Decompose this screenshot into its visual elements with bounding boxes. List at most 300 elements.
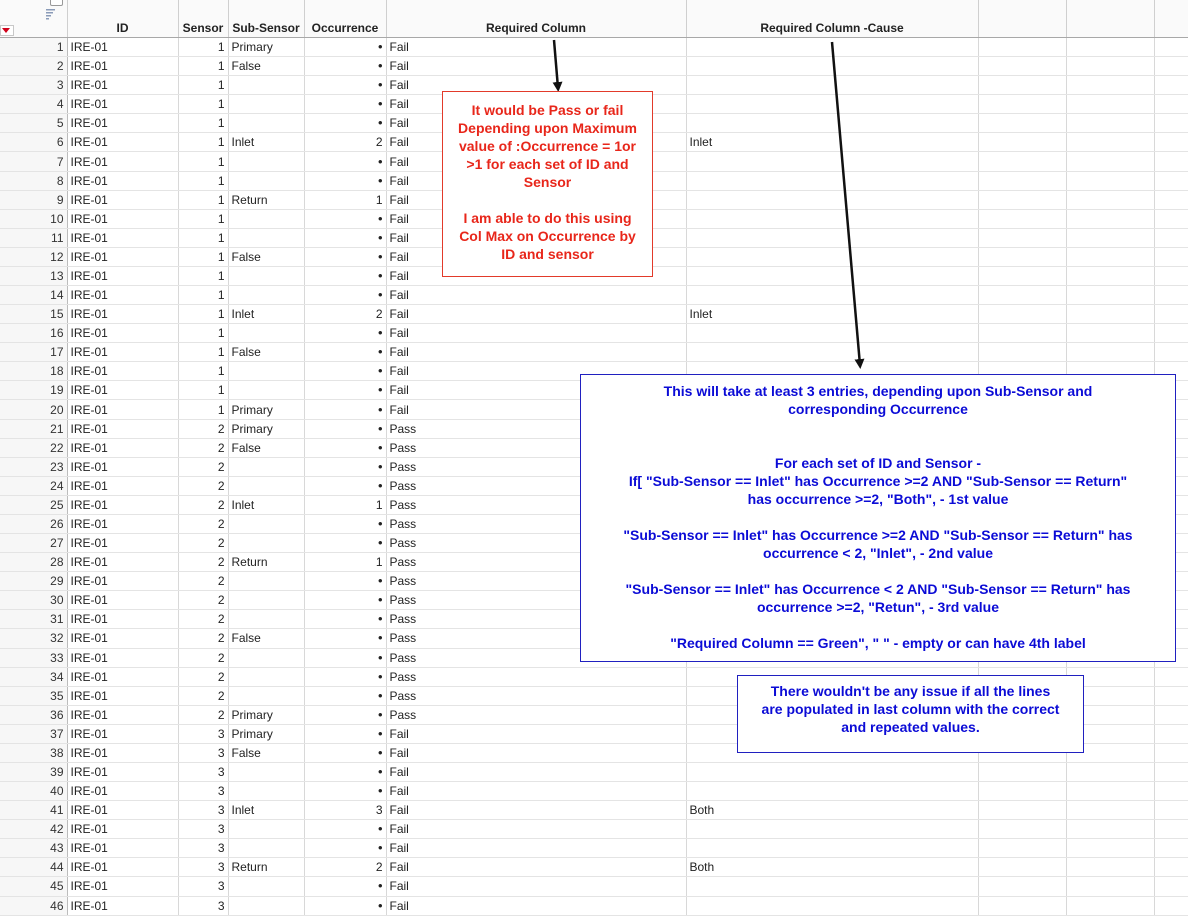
cell-empty[interactable] — [978, 877, 1066, 896]
cell-sub-sensor[interactable]: Return — [228, 858, 304, 877]
row-number[interactable]: 29 — [0, 572, 67, 591]
cell-id[interactable]: IRE-01 — [67, 877, 178, 896]
row-number[interactable]: 13 — [0, 266, 67, 285]
cell-required-column-cause[interactable] — [686, 76, 978, 95]
row-number[interactable]: 21 — [0, 419, 67, 438]
cell-id[interactable]: IRE-01 — [67, 514, 178, 533]
cell-required-column-cause[interactable]: Both — [686, 801, 978, 820]
cell-occurrence[interactable]: 2 — [304, 133, 386, 152]
cell-sensor[interactable]: 3 — [178, 743, 228, 762]
cell-sensor[interactable]: 3 — [178, 858, 228, 877]
cell-empty[interactable] — [978, 171, 1066, 190]
cell-required-column[interactable]: Fail — [386, 114, 686, 133]
cell-sub-sensor[interactable] — [228, 114, 304, 133]
cell-id[interactable]: IRE-01 — [67, 305, 178, 324]
column-header-sensor[interactable]: Sensor — [178, 0, 228, 38]
cell-id[interactable]: IRE-01 — [67, 190, 178, 209]
cell-occurrence[interactable]: • — [304, 57, 386, 76]
cell-required-column[interactable]: Fail — [386, 305, 686, 324]
cell-sensor[interactable]: 1 — [178, 190, 228, 209]
cell-empty[interactable] — [1066, 114, 1154, 133]
cell-sub-sensor[interactable]: False — [228, 343, 304, 362]
cell-occurrence[interactable]: 1 — [304, 495, 386, 514]
table-row[interactable] — [0, 286, 1188, 305]
cell-sub-sensor[interactable] — [228, 324, 304, 343]
cell-required-column[interactable]: Pass — [386, 553, 686, 572]
cell-occurrence[interactable]: • — [304, 438, 386, 457]
cell-required-column-cause[interactable] — [686, 877, 978, 896]
cell-sub-sensor[interactable] — [228, 362, 304, 381]
row-number[interactable]: 8 — [0, 171, 67, 190]
cell-required-column-cause[interactable] — [686, 95, 978, 114]
cell-sensor[interactable]: 3 — [178, 896, 228, 915]
cell-sub-sensor[interactable] — [228, 820, 304, 839]
table-row[interactable] — [0, 305, 1188, 324]
cell-occurrence[interactable]: • — [304, 762, 386, 781]
cell-sub-sensor[interactable] — [228, 286, 304, 305]
row-number[interactable]: 20 — [0, 400, 67, 419]
cell-empty[interactable] — [1066, 209, 1154, 228]
cell-empty[interactable] — [1154, 228, 1188, 247]
cell-required-column-cause[interactable] — [686, 171, 978, 190]
row-number[interactable]: 17 — [0, 343, 67, 362]
row-number[interactable]: 45 — [0, 877, 67, 896]
cell-empty[interactable] — [1066, 190, 1154, 209]
cell-id[interactable]: IRE-01 — [67, 381, 178, 400]
table-menu-icon[interactable] — [50, 0, 63, 6]
filter-icon[interactable] — [46, 8, 56, 20]
cell-empty[interactable] — [1066, 95, 1154, 114]
cell-sensor[interactable]: 3 — [178, 820, 228, 839]
table-row[interactable] — [0, 801, 1188, 820]
cell-occurrence[interactable]: • — [304, 820, 386, 839]
cell-sensor[interactable]: 2 — [178, 667, 228, 686]
cell-sensor[interactable]: 2 — [178, 457, 228, 476]
cell-empty[interactable] — [1066, 286, 1154, 305]
cell-id[interactable]: IRE-01 — [67, 667, 178, 686]
cell-empty[interactable] — [978, 896, 1066, 915]
table-row[interactable] — [0, 38, 1188, 57]
cell-sub-sensor[interactable]: Primary — [228, 38, 304, 57]
cell-id[interactable]: IRE-01 — [67, 266, 178, 285]
cell-occurrence[interactable]: • — [304, 667, 386, 686]
cell-sub-sensor[interactable]: Primary — [228, 724, 304, 743]
cell-empty[interactable] — [1154, 839, 1188, 858]
cell-empty[interactable] — [1066, 820, 1154, 839]
cell-sub-sensor[interactable]: False — [228, 743, 304, 762]
cell-empty[interactable] — [1066, 266, 1154, 285]
cell-sensor[interactable]: 1 — [178, 171, 228, 190]
cell-sub-sensor[interactable]: Inlet — [228, 801, 304, 820]
cell-occurrence[interactable]: • — [304, 209, 386, 228]
row-number[interactable]: 23 — [0, 457, 67, 476]
column-header-empty-1[interactable] — [978, 0, 1066, 38]
cell-required-column-cause[interactable] — [686, 762, 978, 781]
row-number[interactable]: 34 — [0, 667, 67, 686]
cell-required-column[interactable]: Fail — [386, 896, 686, 915]
cell-id[interactable]: IRE-01 — [67, 782, 178, 801]
cell-sub-sensor[interactable]: Inlet — [228, 495, 304, 514]
cell-required-column-cause[interactable] — [686, 343, 978, 362]
cell-empty[interactable] — [978, 839, 1066, 858]
cell-empty[interactable] — [978, 95, 1066, 114]
cell-id[interactable]: IRE-01 — [67, 419, 178, 438]
cell-id[interactable]: IRE-01 — [67, 247, 178, 266]
row-number[interactable]: 46 — [0, 896, 67, 915]
cell-empty[interactable] — [978, 190, 1066, 209]
cell-occurrence[interactable]: • — [304, 343, 386, 362]
cell-occurrence[interactable]: • — [304, 610, 386, 629]
cell-sub-sensor[interactable] — [228, 228, 304, 247]
row-number[interactable]: 31 — [0, 610, 67, 629]
cell-sensor[interactable]: 3 — [178, 839, 228, 858]
cell-required-column[interactable]: Fail — [386, 209, 686, 228]
cell-id[interactable]: IRE-01 — [67, 76, 178, 95]
cell-id[interactable]: IRE-01 — [67, 171, 178, 190]
cell-empty[interactable] — [1066, 896, 1154, 915]
cell-id[interactable]: IRE-01 — [67, 743, 178, 762]
cell-occurrence[interactable]: • — [304, 839, 386, 858]
cell-sensor[interactable]: 2 — [178, 629, 228, 648]
cell-required-column[interactable]: Fail — [386, 133, 686, 152]
cell-id[interactable]: IRE-01 — [67, 591, 178, 610]
cell-id[interactable]: IRE-01 — [67, 400, 178, 419]
table-row[interactable] — [0, 820, 1188, 839]
cell-required-column[interactable]: Fail — [386, 724, 686, 743]
table-row[interactable] — [0, 858, 1188, 877]
cell-occurrence[interactable]: 1 — [304, 190, 386, 209]
cell-id[interactable]: IRE-01 — [67, 762, 178, 781]
cell-required-column[interactable]: Pass — [386, 667, 686, 686]
cell-empty[interactable] — [1066, 858, 1154, 877]
cell-empty[interactable] — [1154, 324, 1188, 343]
cell-occurrence[interactable]: • — [304, 324, 386, 343]
cell-id[interactable]: IRE-01 — [67, 209, 178, 228]
cell-empty[interactable] — [1066, 782, 1154, 801]
cell-required-column-cause[interactable] — [686, 324, 978, 343]
column-header-id[interactable]: ID — [67, 0, 178, 38]
cell-id[interactable]: IRE-01 — [67, 801, 178, 820]
row-number[interactable]: 10 — [0, 209, 67, 228]
cell-empty[interactable] — [978, 858, 1066, 877]
cell-empty[interactable] — [1066, 76, 1154, 95]
cell-required-column[interactable]: Pass — [386, 514, 686, 533]
cell-sensor[interactable]: 2 — [178, 705, 228, 724]
cell-id[interactable]: IRE-01 — [67, 534, 178, 553]
cell-required-column[interactable]: Pass — [386, 648, 686, 667]
cell-empty[interactable] — [978, 38, 1066, 57]
cell-empty[interactable] — [1154, 266, 1188, 285]
cell-empty[interactable] — [1066, 133, 1154, 152]
table-row[interactable] — [0, 839, 1188, 858]
cell-empty[interactable] — [1154, 782, 1188, 801]
cell-empty[interactable] — [1154, 209, 1188, 228]
cell-required-column[interactable]: Pass — [386, 629, 686, 648]
cell-sub-sensor[interactable] — [228, 534, 304, 553]
cell-occurrence[interactable]: • — [304, 247, 386, 266]
cell-sub-sensor[interactable] — [228, 839, 304, 858]
cell-empty[interactable] — [1154, 76, 1188, 95]
cell-sub-sensor[interactable]: False — [228, 629, 304, 648]
cell-required-column[interactable]: Fail — [386, 801, 686, 820]
cell-empty[interactable] — [978, 266, 1066, 285]
cell-required-column-cause[interactable] — [686, 896, 978, 915]
cell-empty[interactable] — [1066, 324, 1154, 343]
cell-sensor[interactable]: 1 — [178, 228, 228, 247]
row-number[interactable]: 25 — [0, 495, 67, 514]
cell-sensor[interactable]: 2 — [178, 591, 228, 610]
cell-required-column[interactable]: Fail — [386, 782, 686, 801]
cell-id[interactable]: IRE-01 — [67, 438, 178, 457]
cell-sub-sensor[interactable] — [228, 591, 304, 610]
cell-id[interactable]: IRE-01 — [67, 457, 178, 476]
cell-sub-sensor[interactable] — [228, 572, 304, 591]
cell-sensor[interactable]: 1 — [178, 362, 228, 381]
cell-occurrence[interactable]: • — [304, 514, 386, 533]
cell-required-column[interactable]: Fail — [386, 381, 686, 400]
cell-empty[interactable] — [1066, 305, 1154, 324]
cell-occurrence[interactable]: • — [304, 228, 386, 247]
cell-empty[interactable] — [978, 286, 1066, 305]
cell-empty[interactable] — [1066, 877, 1154, 896]
cell-sub-sensor[interactable] — [228, 686, 304, 705]
cell-sub-sensor[interactable] — [228, 95, 304, 114]
cell-occurrence[interactable]: • — [304, 381, 386, 400]
cell-sub-sensor[interactable]: Inlet — [228, 305, 304, 324]
cell-occurrence[interactable]: • — [304, 400, 386, 419]
cell-required-column[interactable]: Fail — [386, 839, 686, 858]
cell-required-column[interactable]: Fail — [386, 286, 686, 305]
column-header-empty-2[interactable] — [1066, 0, 1154, 38]
cell-sensor[interactable]: 1 — [178, 57, 228, 76]
cell-required-column[interactable]: Pass — [386, 705, 686, 724]
cell-sensor[interactable]: 3 — [178, 782, 228, 801]
cell-id[interactable]: IRE-01 — [67, 324, 178, 343]
cell-required-column-cause[interactable] — [686, 286, 978, 305]
cell-required-column[interactable]: Fail — [386, 762, 686, 781]
cell-id[interactable]: IRE-01 — [67, 228, 178, 247]
cell-empty[interactable] — [978, 152, 1066, 171]
row-number[interactable]: 12 — [0, 247, 67, 266]
cell-occurrence[interactable]: • — [304, 648, 386, 667]
cell-occurrence[interactable]: • — [304, 743, 386, 762]
cell-empty[interactable] — [1154, 743, 1188, 762]
cell-id[interactable]: IRE-01 — [67, 95, 178, 114]
cell-required-column[interactable]: Pass — [386, 534, 686, 553]
row-number[interactable]: 43 — [0, 839, 67, 858]
cell-empty[interactable] — [1154, 133, 1188, 152]
cell-sensor[interactable]: 1 — [178, 266, 228, 285]
cell-empty[interactable] — [1154, 305, 1188, 324]
cell-required-column[interactable]: Fail — [386, 228, 686, 247]
cell-sub-sensor[interactable] — [228, 648, 304, 667]
cell-sensor[interactable]: 2 — [178, 419, 228, 438]
cell-sub-sensor[interactable] — [228, 610, 304, 629]
cell-empty[interactable] — [1154, 724, 1188, 743]
cell-occurrence[interactable]: 2 — [304, 858, 386, 877]
cell-occurrence[interactable]: • — [304, 76, 386, 95]
cell-sensor[interactable]: 2 — [178, 686, 228, 705]
column-header-empty-3[interactable] — [1154, 0, 1188, 38]
row-number[interactable]: 3 — [0, 76, 67, 95]
row-number[interactable]: 19 — [0, 381, 67, 400]
cell-empty[interactable] — [1154, 801, 1188, 820]
cell-required-column-cause[interactable] — [686, 782, 978, 801]
table-row[interactable] — [0, 896, 1188, 915]
cell-sub-sensor[interactable]: Primary — [228, 705, 304, 724]
cell-required-column[interactable]: Fail — [386, 877, 686, 896]
row-number[interactable]: 32 — [0, 629, 67, 648]
cell-occurrence[interactable]: • — [304, 705, 386, 724]
cell-sensor[interactable]: 1 — [178, 324, 228, 343]
cell-occurrence[interactable]: • — [304, 724, 386, 743]
cell-empty[interactable] — [1154, 896, 1188, 915]
cell-required-column[interactable]: Fail — [386, 820, 686, 839]
cell-sensor[interactable]: 3 — [178, 762, 228, 781]
row-number[interactable]: 15 — [0, 305, 67, 324]
cell-required-column[interactable]: Fail — [386, 95, 686, 114]
cell-sub-sensor[interactable] — [228, 762, 304, 781]
cell-empty[interactable] — [978, 228, 1066, 247]
cell-occurrence[interactable]: • — [304, 782, 386, 801]
table-corner[interactable] — [0, 0, 67, 38]
cell-sensor[interactable]: 2 — [178, 648, 228, 667]
cell-sub-sensor[interactable]: Primary — [228, 419, 304, 438]
row-number[interactable]: 16 — [0, 324, 67, 343]
table-row[interactable] — [0, 343, 1188, 362]
cell-empty[interactable] — [1154, 171, 1188, 190]
cell-sensor[interactable]: 1 — [178, 400, 228, 419]
cell-sensor[interactable]: 2 — [178, 534, 228, 553]
cell-required-column-cause[interactable]: Inlet — [686, 305, 978, 324]
cell-occurrence[interactable]: 2 — [304, 305, 386, 324]
cell-sub-sensor[interactable]: False — [228, 57, 304, 76]
cell-empty[interactable] — [1066, 57, 1154, 76]
cell-required-column[interactable]: Pass — [386, 686, 686, 705]
cell-sensor[interactable]: 1 — [178, 343, 228, 362]
row-number[interactable]: 26 — [0, 514, 67, 533]
cell-id[interactable]: IRE-01 — [67, 820, 178, 839]
cell-empty[interactable] — [1154, 190, 1188, 209]
cell-empty[interactable] — [1154, 667, 1188, 686]
cell-empty[interactable] — [1066, 247, 1154, 266]
cell-required-column-cause[interactable] — [686, 152, 978, 171]
cell-occurrence[interactable]: • — [304, 171, 386, 190]
cell-sub-sensor[interactable] — [228, 514, 304, 533]
cell-id[interactable]: IRE-01 — [67, 553, 178, 572]
table-row[interactable] — [0, 57, 1188, 76]
row-number[interactable]: 4 — [0, 95, 67, 114]
cell-sensor[interactable]: 2 — [178, 572, 228, 591]
cell-sensor[interactable]: 1 — [178, 286, 228, 305]
cell-empty[interactable] — [1154, 152, 1188, 171]
cell-required-column[interactable]: Fail — [386, 247, 686, 266]
column-header-sub-sensor[interactable]: Sub-Sensor — [228, 0, 304, 38]
cell-id[interactable]: IRE-01 — [67, 114, 178, 133]
cell-empty[interactable] — [978, 343, 1066, 362]
row-number[interactable]: 36 — [0, 705, 67, 724]
cell-occurrence[interactable]: • — [304, 476, 386, 495]
cell-sub-sensor[interactable] — [228, 667, 304, 686]
cell-id[interactable]: IRE-01 — [67, 362, 178, 381]
cell-sensor[interactable]: 3 — [178, 801, 228, 820]
cell-sub-sensor[interactable] — [228, 877, 304, 896]
cell-id[interactable]: IRE-01 — [67, 476, 178, 495]
cell-required-column[interactable]: Pass — [386, 495, 686, 514]
cell-sub-sensor[interactable] — [228, 782, 304, 801]
cell-sensor[interactable]: 1 — [178, 133, 228, 152]
cell-required-column-cause[interactable] — [686, 228, 978, 247]
row-number[interactable]: 5 — [0, 114, 67, 133]
cell-required-column-cause[interactable] — [686, 820, 978, 839]
cell-required-column-cause[interactable] — [686, 266, 978, 285]
table-row[interactable] — [0, 324, 1188, 343]
cell-sub-sensor[interactable] — [228, 209, 304, 228]
cell-required-column[interactable]: Pass — [386, 457, 686, 476]
row-number[interactable]: 14 — [0, 286, 67, 305]
table-row[interactable] — [0, 762, 1188, 781]
column-header-required-column-cause[interactable]: Required Column -Cause — [686, 0, 978, 38]
row-number[interactable]: 7 — [0, 152, 67, 171]
cell-id[interactable]: IRE-01 — [67, 152, 178, 171]
cell-id[interactable]: IRE-01 — [67, 839, 178, 858]
cell-empty[interactable] — [1154, 686, 1188, 705]
cell-empty[interactable] — [1154, 247, 1188, 266]
cell-occurrence[interactable]: • — [304, 286, 386, 305]
cell-required-column[interactable]: Fail — [386, 57, 686, 76]
cell-sensor[interactable]: 2 — [178, 610, 228, 629]
cell-empty[interactable] — [1066, 38, 1154, 57]
cell-sub-sensor[interactable] — [228, 381, 304, 400]
cell-empty[interactable] — [1154, 820, 1188, 839]
cell-required-column[interactable]: Pass — [386, 610, 686, 629]
cell-sub-sensor[interactable]: Inlet — [228, 133, 304, 152]
cell-id[interactable]: IRE-01 — [67, 38, 178, 57]
cell-required-column-cause[interactable] — [686, 209, 978, 228]
cell-sensor[interactable]: 1 — [178, 305, 228, 324]
cell-required-column[interactable]: Fail — [386, 362, 686, 381]
row-number[interactable]: 9 — [0, 190, 67, 209]
cell-id[interactable]: IRE-01 — [67, 343, 178, 362]
cell-required-column[interactable]: Fail — [386, 400, 686, 419]
row-number[interactable]: 28 — [0, 553, 67, 572]
row-number[interactable]: 18 — [0, 362, 67, 381]
cell-occurrence[interactable]: • — [304, 896, 386, 915]
cell-empty[interactable] — [1154, 95, 1188, 114]
cell-sub-sensor[interactable] — [228, 266, 304, 285]
cell-empty[interactable] — [978, 762, 1066, 781]
cell-occurrence[interactable]: 3 — [304, 801, 386, 820]
row-number[interactable]: 35 — [0, 686, 67, 705]
cell-sensor[interactable]: 1 — [178, 114, 228, 133]
cell-empty[interactable] — [1154, 877, 1188, 896]
cell-empty[interactable] — [1154, 705, 1188, 724]
cell-occurrence[interactable]: • — [304, 572, 386, 591]
cell-empty[interactable] — [978, 57, 1066, 76]
cell-sensor[interactable]: 1 — [178, 381, 228, 400]
cell-sensor[interactable]: 1 — [178, 247, 228, 266]
cell-empty[interactable] — [978, 801, 1066, 820]
cell-sensor[interactable]: 2 — [178, 438, 228, 457]
cell-id[interactable]: IRE-01 — [67, 705, 178, 724]
cell-required-column[interactable]: Pass — [386, 572, 686, 591]
cell-id[interactable]: IRE-01 — [67, 495, 178, 514]
row-number[interactable]: 42 — [0, 820, 67, 839]
cell-required-column[interactable]: Fail — [386, 266, 686, 285]
table-row[interactable] — [0, 877, 1188, 896]
column-header-occurrence[interactable]: Occurrence — [304, 0, 386, 38]
cell-required-column[interactable]: Pass — [386, 476, 686, 495]
